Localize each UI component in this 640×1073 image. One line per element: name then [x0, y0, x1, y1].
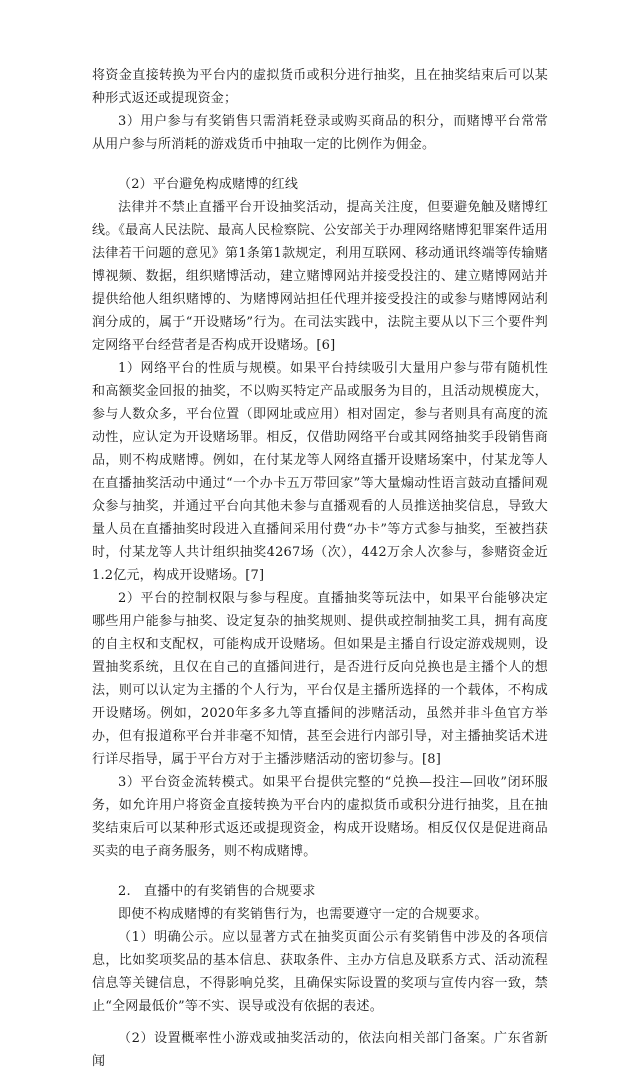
paragraph-filing-requirement: （2）设置概率性小游戏或抽奖活动的，依法向相关部门备案。广东省新闻	[92, 1031, 548, 1069]
section-heading-compliance-requirements: 2. 直播中的有奖销售的合规要求	[118, 884, 316, 899]
document-body	[92, 64, 548, 1073]
paragraph-fund-flow-mode: 3）平台资金流转模式。如果平台提供完整的“兑换—投注—回收”闭环服务，如允许用户将资金直接转换为平台内的虚拟货币或积分进行抽奖，且在抽奖结束后可以某种形式返还或提现资金，构成开设赌场。相反仅仅是促进商品买卖的电子商务服务，则不构成赌博。	[92, 775, 548, 859]
paragraph-platform-control: 2）平台的控制权限与参与程度。直播抽奖等玩法中，如果平台能够决定哪些用户能参与抽奖、设定复杂的抽奖规则、提供或控制抽奖工具，拥有高度的自主权和支配权，可能构成开设赌场。但如果是主播自行设定游戏规则，设置抽奖系统，且仅在自己的直播间进行，是否进行反向兑换也是主播个人的想法，则可以认定为主播的个人行为，平台仅是主播所选择的一个载体，不构成开设赌场。例如，2020年多多九等直播间的涉赌活动，虽然并非斗鱼官方举办，但有报道称平台并非毫不知情，甚至会进行内部引导，对主播抽奖话术进行详尽指导，属于平台方对于主播涉赌活动的密切参与。[8]	[92, 591, 548, 767]
paragraph-point-3-points-commission: 3）用户参与有奖销售只需消耗登录或购买商品的积分，而赌博平台常常从用户参与所消耗的游戏货币中抽取一定的比例作为佣金。	[92, 114, 548, 152]
paragraph-compliance-intro: 即使不构成赌博的有奖销售行为，也需要遵守一定的合规要求。	[118, 907, 488, 922]
paragraph-fund-conversion-continued: 将资金直接转换为平台内的虚拟货币或积分进行抽奖，且在抽奖结束后可以某种形式返还或提现资金；	[92, 68, 548, 106]
paragraph-legal-basis: 法律并不禁止直播平台开设抽奖活动，提高关注度，但要避免触及赌博红线。《最高人民法院、最高人民检察院、公安部关于办理网络赌博犯罪案件适用法律若干问题的意见》第1条第1款规定，利用互联网、移动通讯终端等传输赌博视频、数据，组织赌博活动，建立赌博网站并接受投注的、建立赌博网站并提供给他人组织赌博的、为赌博网站担任代理并接受投注的或参与赌博网站利润分成的，属于“开设赌场”行为。在司法实践中，法院主要从以下三个要件判定网络平台经营者是否构成开设赌场。[6]	[92, 200, 548, 353]
paragraph-clear-disclosure: （1）明确公示。应以显著方式在抽奖页面公示有奖销售中涉及的各项信息，比如奖项奖品的基本信息、获取条件、主办方信息及联系方式、活动流程信息等关键信息，不得影响兑奖，且确保实际设置的奖项与宣传内容一致，禁止“全网最低价”等不实、误导或没有依据的表述。	[92, 930, 548, 1014]
section-heading-gambling-redline: （2）平台避免构成赌博的红线	[118, 177, 299, 192]
paragraph-platform-nature-scale: 1）网络平台的性质与规模。如果平台持续吸引大量用户参与带有随机性和高额奖金回报的抽奖，不以购买特定产品或服务为目的，且活动规模庞大，参与人数众多，平台位置（即网址或应用）相对固定，参与者则具有高度的流动性，应认定为开设赌场罪。相反，仅借助网络平台或其网络抽奖手段销售商品，则不构成赌博。例如，在付某龙等人网络直播开设赌场案中，付某龙等人在直播抽奖活动中通过“一个办卡五万带回家”等大量煽动性语言鼓动直播间观众参与抽奖，并通过平台向其他未参与直播观看的人员推送抽奖信息，导致大量人员在直播抽奖时段进入直播间采用付费“办卡”等方式参与抽奖，至被挡获时，付某龙等人共计组织抽奖4267场（次），442万余人次参与，参赌资金近1.2亿元，构成开设赌场。[7]	[92, 361, 548, 583]
